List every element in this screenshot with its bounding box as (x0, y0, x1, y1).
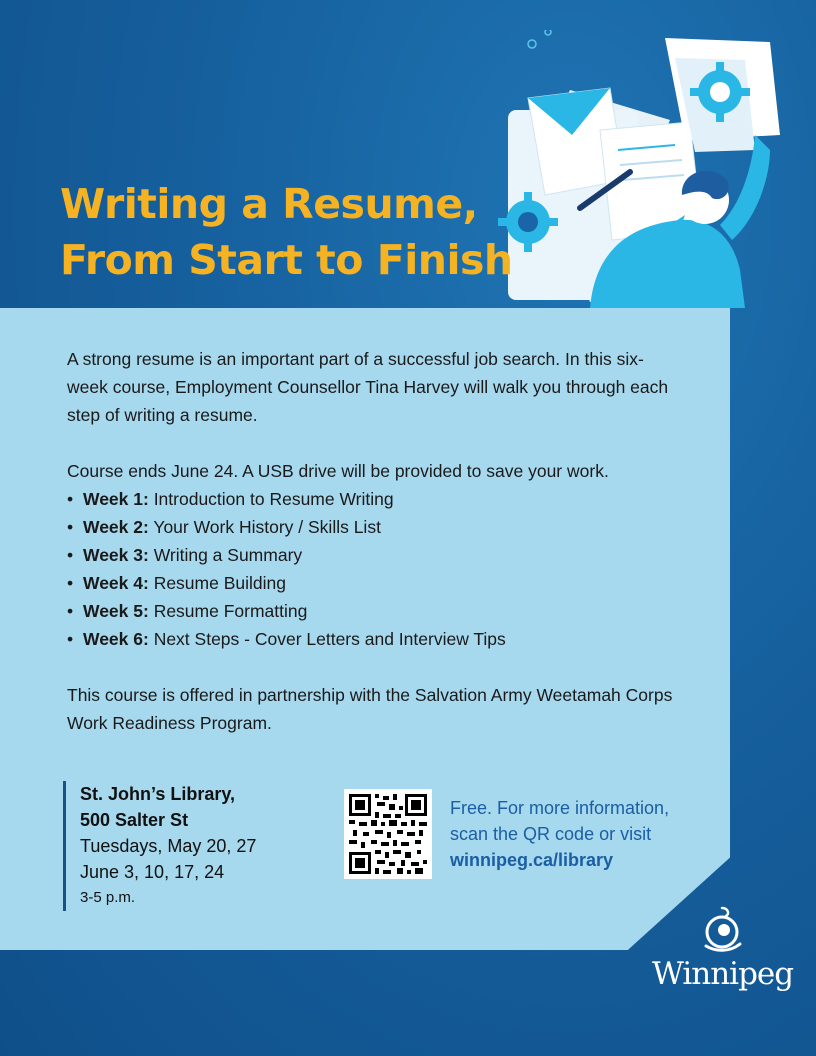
week-topic: Resume Building (148, 573, 286, 593)
week-topic: Introduction to Resume Writing (148, 489, 394, 509)
week-topic: Writing a Summary (148, 545, 303, 565)
title-line-2: From Start to Finish (60, 236, 513, 284)
week-item (67, 513, 506, 541)
title-line-1: Writing a Resume, (60, 180, 478, 228)
info-line-2: scan the QR code or visit (450, 824, 652, 844)
intro-paragraph: A strong resume is an important part of a successful job search. In this six-week course, Employment Counsellor Tina Harvey will walk you through each step of writing a resume. (67, 349, 669, 425)
library-name: St. John’s Library, (80, 784, 236, 804)
week-label: Week 4: (83, 573, 149, 593)
library-url-link[interactable]: winnipeg.ca/library (450, 850, 614, 870)
partnership-paragraph: This course is offered in partnership with the Salvation Army Weetamah Corps Work Readiness Program. (67, 685, 673, 733)
week-label: Week 2: (83, 517, 149, 537)
week-item (67, 625, 506, 653)
resume-illustration (470, 30, 800, 325)
info-line-1: Free. For more information, (450, 798, 670, 818)
location-block (63, 781, 256, 911)
week-label: Week 3: (83, 545, 149, 565)
logo-wordmark: Winnipeg (652, 956, 794, 992)
session-dates-june: June 3, 10, 17, 24 (80, 862, 225, 882)
week-item (67, 541, 506, 569)
qr-code[interactable] (344, 789, 432, 879)
week-item (67, 485, 506, 513)
week-item (67, 597, 506, 625)
more-info-block (450, 795, 669, 873)
course-note: Course ends June 24. A USB drive will be provided to save your work. (67, 461, 609, 481)
week-label: Week 6: (83, 629, 149, 649)
week-label: Week 1: (83, 489, 149, 509)
page-title (60, 176, 513, 288)
week-list (67, 485, 506, 653)
week-label: Week 5: (83, 601, 149, 621)
session-time: 3-5 p.m. (80, 889, 136, 906)
session-dates-may: Tuesdays, May 20, 27 (80, 836, 257, 856)
winnipeg-logo (652, 906, 792, 1006)
week-topic: Your Work History / Skills List (148, 517, 381, 537)
week-topic: Resume Formatting (148, 601, 308, 621)
week-item (67, 569, 506, 597)
winnipeg-swirl-icon (702, 906, 742, 952)
qr-code-icon (349, 794, 427, 874)
library-address: 500 Salter St (80, 810, 189, 830)
week-topic: Next Steps - Cover Letters and Interview Tips (148, 629, 506, 649)
